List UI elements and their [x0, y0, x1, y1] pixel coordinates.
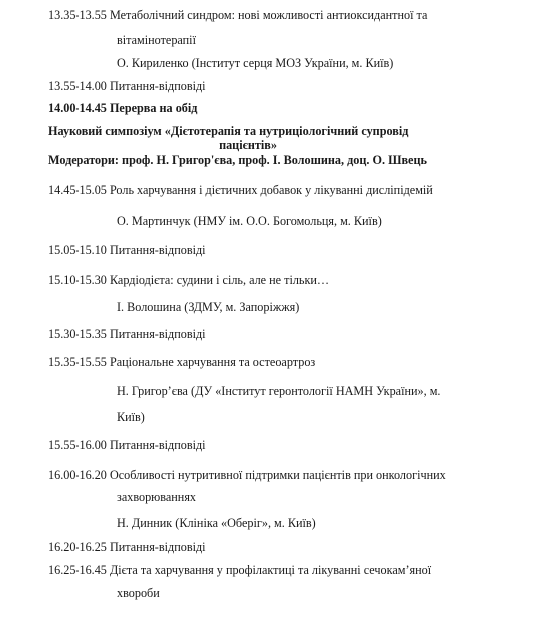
lunch-break: 14.00-14.45 Перерва на обід [48, 101, 198, 115]
item2-time: 14.45-15.05 [48, 183, 107, 197]
item2-title: Роль харчування і дієтичних добавок у лікуванні дисліпідемій [109, 183, 433, 197]
qa3: 15.30-15.35 Питання-відповіді [48, 327, 206, 341]
item3-title: Кардіодієта: судини і сіль, але не тільки… [109, 273, 330, 287]
item1-speaker: О. Кириленко (Інститут серця МОЗ України, м. Київ) [117, 56, 394, 70]
item4-speaker-cont: Київ) [117, 410, 145, 424]
item3-row [48, 273, 329, 287]
item5-row [48, 468, 446, 482]
item4-speaker: Н. Григор’єва (ДУ «Інститут геронтології НАМН України», м. [117, 384, 441, 398]
item6-time: 16.25-16.45 [48, 563, 107, 577]
item1-title: Метаболічний синдром: нові можливості антиоксидантної та [109, 8, 428, 22]
item2-speaker: О. Мартинчук (НМУ ім. О.О. Богомольця, м. Київ) [117, 214, 382, 228]
item6-title-cont: хвороби [117, 586, 160, 600]
item4-row [48, 355, 315, 369]
item4-title: Раціональне харчування та остеоартроз [109, 355, 316, 369]
qa1: 13.55-14.00 Питання-відповіді [48, 79, 206, 93]
item2-row [48, 183, 433, 197]
item5-title-cont: захворюваннях [117, 490, 197, 504]
item1-row [48, 8, 427, 22]
item3-speaker: І. Волошина (ЗДМУ, м. Запоріжжя) [117, 300, 300, 314]
item6-title: Дієта та харчування у профілактиці та лікуванні сечокам’яної [109, 563, 432, 577]
item6-row [48, 563, 431, 577]
qa5: 16.20-16.25 Питання-відповіді [48, 540, 206, 554]
item4-time: 15.35-15.55 [48, 355, 107, 369]
item3-time: 15.10-15.30 [48, 273, 107, 287]
item5-title: Особливості нутритивної підтримки пацієнтів при онкологічних [109, 468, 446, 482]
qa4: 15.55-16.00 Питання-відповіді [48, 438, 206, 452]
item1-time: 13.35-13.55 [48, 8, 107, 22]
item5-time: 16.00-16.20 [48, 468, 107, 482]
item1-title-cont: вітамінотерапії [117, 33, 196, 47]
item5-speaker: Н. Динник (Клініка «Оберіг», м. Київ) [117, 516, 316, 530]
moderators: Модератори: проф. Н. Григор'єва, проф. І. Волошина, доц. О. Швець [48, 153, 427, 167]
qa2: 15.05-15.10 Питання-відповіді [48, 243, 206, 257]
symposium-title: Науковий симпозіум «Дієтотерапія та нутриціологічний супровід [48, 124, 409, 138]
symposium-title-cont: пацієнтів» [219, 138, 277, 152]
